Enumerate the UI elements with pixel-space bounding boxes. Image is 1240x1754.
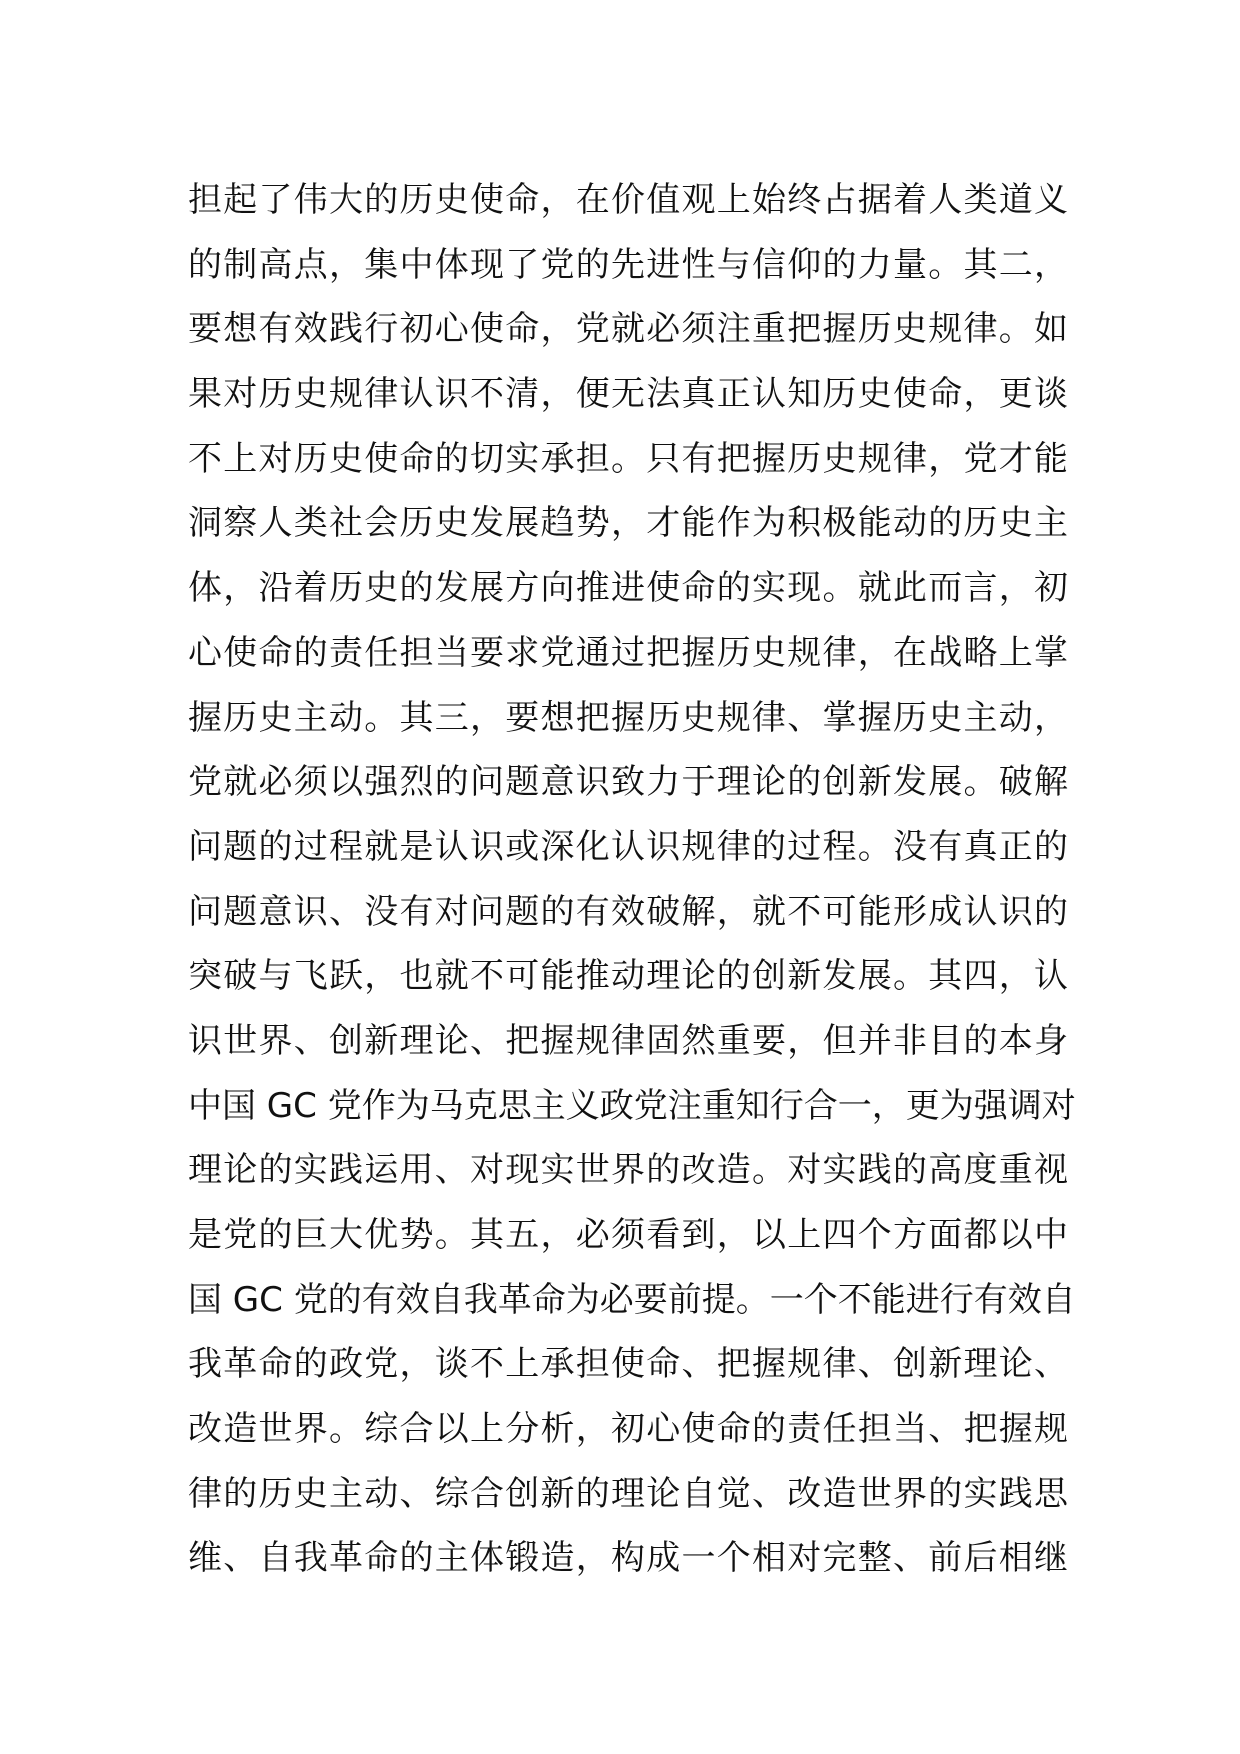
text-line: 心使命的责任担当要求党通过把握历史规律，在战略上掌 xyxy=(188,632,1068,673)
text-line: 我革命的政党，谈不上承担使命、把握规律、创新理论、 xyxy=(188,1344,1068,1385)
text-line: 理论的实践运用、对现实世界的改造。对实践的高度重视 xyxy=(188,1150,1068,1191)
text-line: 党就必须以强烈的问题意识致力于理论的创新发展。破解 xyxy=(188,762,1068,803)
text-line: 是党的巨大优势。其五，必须看到，以上四个方面都以中 xyxy=(188,1215,1068,1255)
text-line: 体，沿着历史的发展方向推进使命的实现。就此而言，初 xyxy=(188,568,1068,609)
text-line: 洞察人类社会历史发展趋势，才能作为积极能动的历史主 xyxy=(188,503,1068,544)
text-line: 担起了伟大的历史使命，在价值观上始终占据着人类道义 xyxy=(188,180,1068,220)
text-line: 握历史主动。其三，要想把握历史规律、掌握历史主动， xyxy=(188,697,1068,738)
text-line: 不上对历史使命的切实承担。只有把握历史规律，党才能 xyxy=(188,438,1068,479)
text-line: 的制高点，集中体现了党的先进性与信仰的力量。其二， xyxy=(188,244,1068,285)
body-paragraph xyxy=(188,168,1076,1591)
text-line: 识世界、创新理论、把握规律固然重要，但并非目的本身 xyxy=(188,1020,1068,1061)
text-line: 维、自我革命的主体锻造，构成一个相对完整、前后相继 xyxy=(188,1538,1068,1579)
text-line: 问题意识、没有对问题的有效破解，就不可能形成认识的 xyxy=(188,891,1068,932)
text-line: 改造世界。综合以上分析，初心使命的责任担当、把握规 xyxy=(188,1409,1068,1450)
text-line: 问题的过程就是认识或深化认识规律的过程。没有真正的 xyxy=(188,826,1068,867)
text-line: 中国 GC 党作为马克思主义政党注重知行合一，更为强调对 xyxy=(188,1085,1076,1126)
text-line: 果对历史规律认识不清，便无法真正认知历史使命，更谈 xyxy=(188,374,1068,415)
text-line: 突破与飞跃，也就不可能推动理论的创新发展。其四，认 xyxy=(188,956,1068,997)
text-line: 要想有效践行初心使命，党就必须注重把握历史规律。如 xyxy=(188,309,1068,350)
text-line: 国 GC 党的有效自我革命为必要前提。一个不能进行有效自 xyxy=(188,1279,1076,1320)
text-line: 律的历史主动、综合创新的理论自觉、改造世界的实践思 xyxy=(188,1473,1068,1514)
